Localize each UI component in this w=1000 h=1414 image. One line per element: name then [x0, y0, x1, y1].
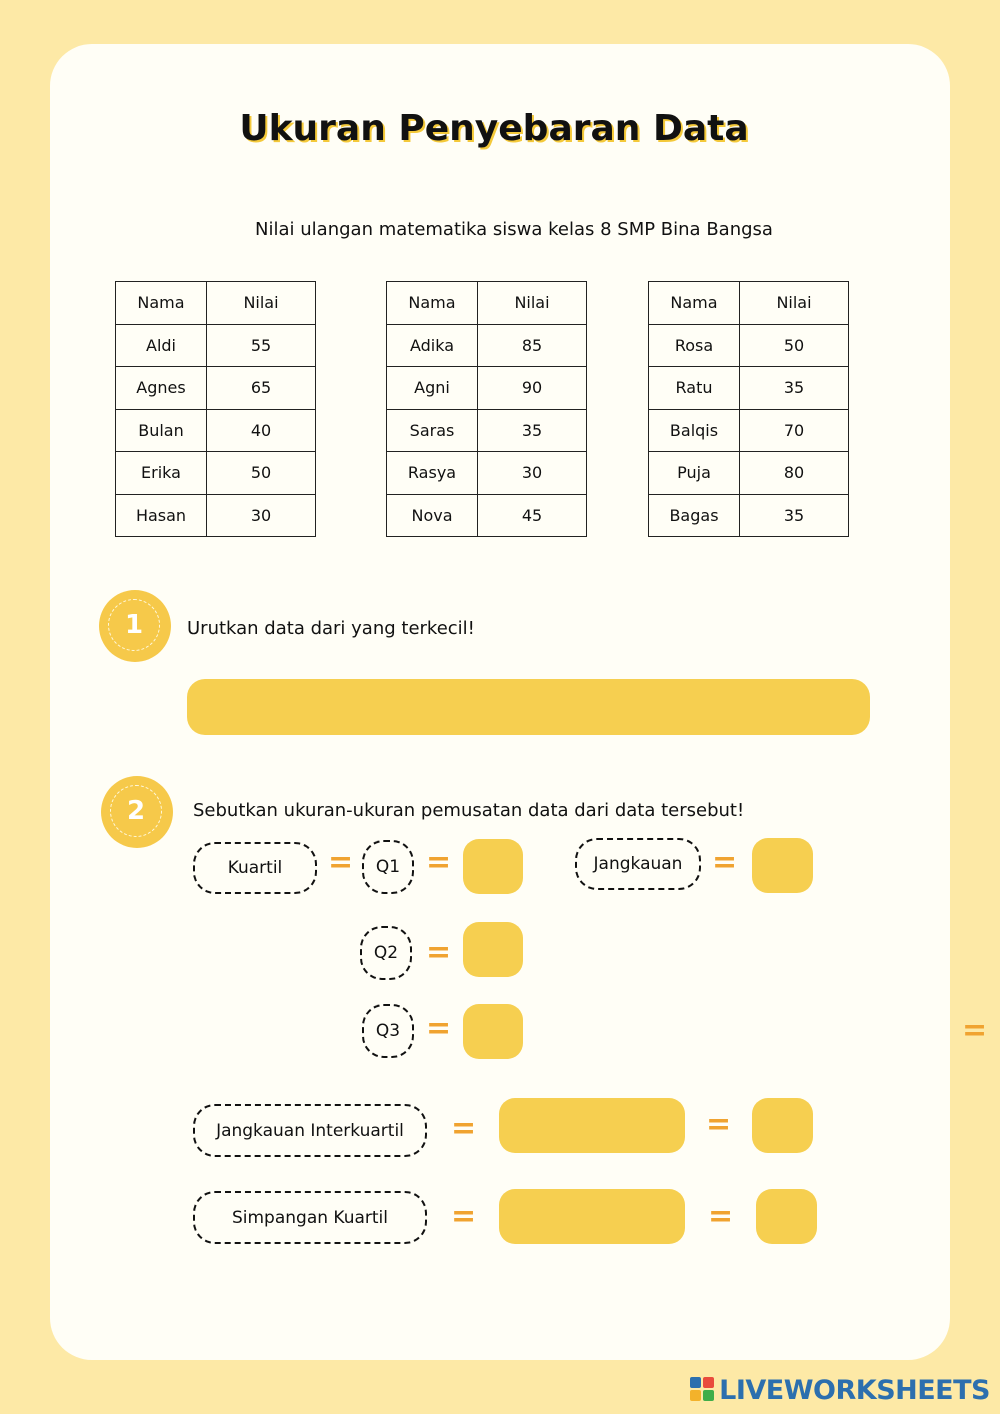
student-name: Agnes	[116, 367, 207, 410]
header-nama: Nama	[116, 282, 207, 325]
student-name: Nova	[387, 494, 478, 537]
table-row	[649, 324, 849, 367]
table-row	[649, 452, 849, 495]
table-header-row	[649, 282, 849, 325]
q3-label: Q3	[362, 1004, 414, 1058]
header-nilai: Nilai	[740, 282, 849, 325]
student-name: Ratu	[649, 367, 740, 410]
equals-sign: =	[426, 845, 452, 880]
student-score: 80	[740, 452, 849, 495]
student-name: Saras	[387, 409, 478, 452]
jangkauan-answer-field[interactable]	[752, 838, 813, 893]
student-score: 35	[740, 494, 849, 537]
student-score: 30	[207, 494, 316, 537]
student-score: 85	[478, 324, 587, 367]
student-name: Erika	[116, 452, 207, 495]
liveworksheets-wordmark: LIVEWORKSHEETS	[719, 1374, 990, 1406]
student-name: Rosa	[649, 324, 740, 367]
jangkauan-interkuartil-answer-field[interactable]	[752, 1098, 813, 1153]
student-score: 30	[478, 452, 587, 495]
equals-sign: =	[708, 1199, 734, 1234]
header-nilai: Nilai	[207, 282, 316, 325]
student-score: 50	[207, 452, 316, 495]
student-name: Adika	[387, 324, 478, 367]
question-1-number: 1	[108, 599, 160, 651]
kuartil-label: Kuartil	[193, 842, 317, 894]
table-row	[116, 324, 316, 367]
question-1-badge	[99, 590, 171, 662]
table-caption: Nilai ulangan matematika siswa kelas 8 SMP Bina Bangsa	[255, 219, 773, 240]
header-nilai: Nilai	[478, 282, 587, 325]
table-row	[116, 367, 316, 410]
simpangan-kuartil-answer-field[interactable]	[756, 1189, 817, 1244]
student-score: 70	[740, 409, 849, 452]
equals-sign: =	[706, 1107, 732, 1142]
table-row	[116, 409, 316, 452]
equals-sign: =	[451, 1199, 477, 1234]
student-score: 65	[207, 367, 316, 410]
student-name: Puja	[649, 452, 740, 495]
question-1-text: Urutkan data dari yang terkecil!	[187, 618, 475, 639]
jangkauan-interkuartil-label: Jangkauan Interkuartil	[193, 1104, 427, 1157]
table-row	[387, 452, 587, 495]
student-score: 35	[740, 367, 849, 410]
student-score: 40	[207, 409, 316, 452]
simpangan-kuartil-label: Simpangan Kuartil	[193, 1191, 427, 1244]
simpangan-kuartil-working-field[interactable]	[499, 1189, 685, 1244]
student-score: 55	[207, 324, 316, 367]
student-score: 35	[478, 409, 587, 452]
student-name: Hasan	[116, 494, 207, 537]
table-row	[649, 494, 849, 537]
score-table-1	[115, 281, 316, 537]
table-row	[116, 494, 316, 537]
score-table-2	[386, 281, 587, 537]
jangkauan-interkuartil-working-field[interactable]	[499, 1098, 685, 1153]
sorted-data-answer-field[interactable]	[187, 679, 870, 735]
table-row	[387, 494, 587, 537]
table-row	[387, 367, 587, 410]
student-name: Agni	[387, 367, 478, 410]
equals-sign: =	[426, 935, 452, 970]
student-name: Aldi	[116, 324, 207, 367]
table-row	[649, 367, 849, 410]
header-nama: Nama	[387, 282, 478, 325]
q1-label: Q1	[362, 840, 414, 894]
student-score: 50	[740, 324, 849, 367]
question-2-number: 2	[110, 785, 162, 837]
student-name: Bagas	[649, 494, 740, 537]
equals-sign: =	[712, 845, 738, 880]
equals-sign: =	[328, 845, 354, 880]
score-table-3	[648, 281, 849, 537]
table-header-row	[116, 282, 316, 325]
student-name: Balqis	[649, 409, 740, 452]
q1-answer-field[interactable]	[463, 839, 523, 894]
equals-sign: =	[962, 1013, 988, 1048]
question-2-text: Sebutkan ukuran-ukuran pemusatan data dari data tersebut!	[193, 800, 745, 821]
q3-answer-field[interactable]	[463, 1004, 523, 1059]
table-header-row	[387, 282, 587, 325]
q2-label: Q2	[360, 926, 412, 980]
page-title: Ukuran Penyebaran Data	[239, 108, 749, 149]
liveworksheets-logo	[690, 1374, 990, 1406]
liveworksheets-logo-icon	[690, 1377, 715, 1403]
table-row	[387, 409, 587, 452]
question-2-badge	[101, 776, 173, 848]
student-score: 90	[478, 367, 587, 410]
equals-sign: =	[451, 1111, 477, 1146]
table-row	[649, 409, 849, 452]
header-nama: Nama	[649, 282, 740, 325]
equals-sign: =	[426, 1011, 452, 1046]
student-score: 45	[478, 494, 587, 537]
table-row	[116, 452, 316, 495]
student-name: Bulan	[116, 409, 207, 452]
q2-answer-field[interactable]	[463, 922, 523, 977]
table-row	[387, 324, 587, 367]
jangkauan-label: Jangkauan	[575, 838, 701, 890]
student-name: Rasya	[387, 452, 478, 495]
